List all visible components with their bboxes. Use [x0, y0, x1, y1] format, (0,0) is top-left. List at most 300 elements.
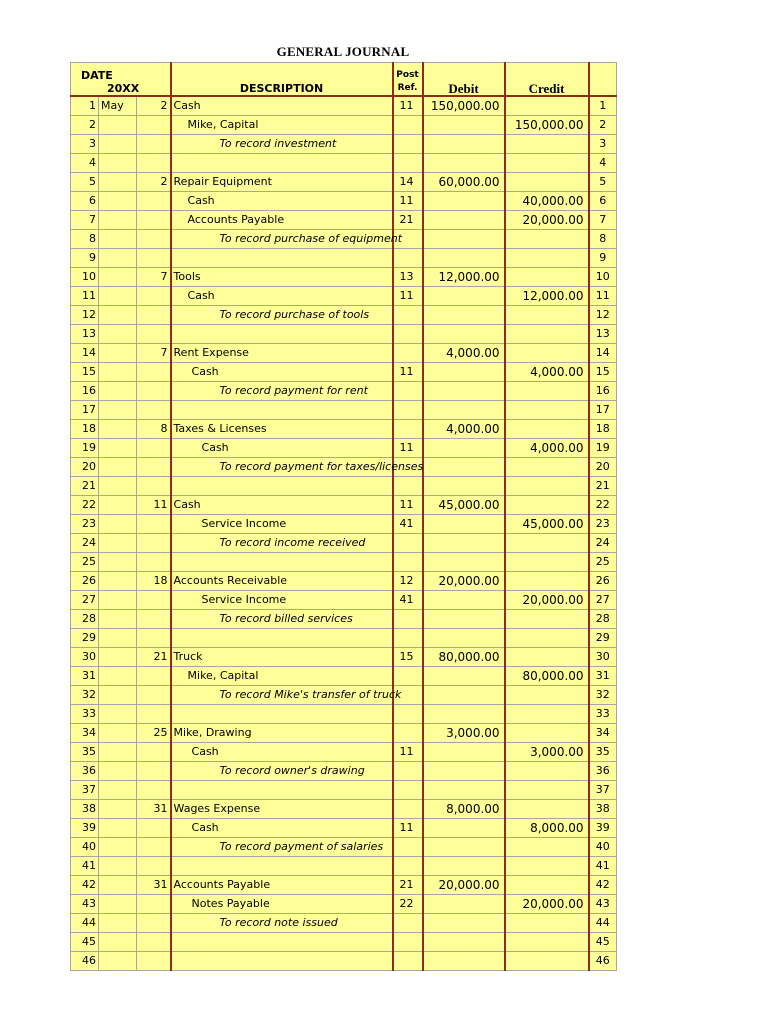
post-ref-cell[interactable]	[393, 724, 423, 743]
entry-explanation[interactable]: To record note issued	[171, 914, 393, 933]
account-title-cell[interactable]: Mike, Drawing	[171, 724, 393, 743]
debit-cell[interactable]	[423, 116, 505, 135]
account-title-cell[interactable]: Taxes & Licenses	[171, 420, 393, 439]
day-cell[interactable]	[137, 781, 171, 800]
credit-cell[interactable]: 12,000.00	[505, 287, 589, 306]
row-number: 9	[71, 249, 99, 268]
account-title-cell[interactable]: Cash	[171, 287, 393, 306]
debit-cell[interactable]	[423, 781, 505, 800]
post-ref-cell[interactable]: 11	[393, 287, 423, 306]
debit-cell[interactable]	[423, 211, 505, 230]
credit-cell[interactable]: 20,000.00	[505, 211, 589, 230]
account-title-cell[interactable]	[171, 401, 393, 420]
post-ref-cell[interactable]: 11	[393, 743, 423, 762]
day-cell[interactable]	[137, 686, 171, 705]
row-number: 27	[71, 591, 99, 610]
month-cell[interactable]	[99, 648, 137, 667]
month-cell[interactable]	[99, 629, 137, 648]
debit-cell[interactable]	[423, 629, 505, 648]
debit-cell[interactable]	[423, 914, 505, 933]
post-ref-cell[interactable]	[393, 154, 423, 173]
account-title-cell[interactable]: Rent Expense	[171, 344, 393, 363]
day-cell[interactable]	[137, 515, 171, 534]
day-cell[interactable]	[137, 458, 171, 477]
post-ref-cell[interactable]: 15	[393, 648, 423, 667]
month-cell[interactable]	[99, 952, 137, 971]
day-cell[interactable]	[137, 743, 171, 762]
debit-cell[interactable]	[423, 762, 505, 781]
debit-cell[interactable]	[423, 610, 505, 629]
debit-cell[interactable]	[423, 135, 505, 154]
credit-cell[interactable]: 8,000.00	[505, 819, 589, 838]
post-ref-cell[interactable]: 11	[393, 363, 423, 382]
day-cell[interactable]	[137, 192, 171, 211]
post-ref-cell[interactable]	[393, 667, 423, 686]
month-cell[interactable]	[99, 477, 137, 496]
account-title-cell[interactable]: Service Income	[171, 591, 393, 610]
entry-explanation[interactable]: To record payment of salaries	[171, 838, 393, 857]
credit-cell[interactable]	[505, 401, 589, 420]
row-number: 6	[71, 192, 99, 211]
day-cell[interactable]: 2	[137, 96, 171, 116]
month-cell[interactable]	[99, 458, 137, 477]
day-cell[interactable]	[137, 667, 171, 686]
month-cell[interactable]	[99, 553, 137, 572]
post-ref-cell[interactable]	[393, 116, 423, 135]
post-ref-cell[interactable]	[393, 838, 423, 857]
credit-cell[interactable]: 80,000.00	[505, 667, 589, 686]
month-cell[interactable]	[99, 249, 137, 268]
credit-cell[interactable]	[505, 344, 589, 363]
credit-cell[interactable]: 4,000.00	[505, 363, 589, 382]
month-cell[interactable]	[99, 363, 137, 382]
month-cell[interactable]	[99, 686, 137, 705]
credit-cell[interactable]	[505, 249, 589, 268]
month-cell[interactable]	[99, 420, 137, 439]
post-ref-cell[interactable]	[393, 306, 423, 325]
day-cell[interactable]	[137, 705, 171, 724]
credit-cell[interactable]	[505, 268, 589, 287]
day-cell[interactable]	[137, 895, 171, 914]
month-cell[interactable]	[99, 192, 137, 211]
account-title-cell[interactable]	[171, 154, 393, 173]
account-title-cell[interactable]: Mike, Capital	[171, 667, 393, 686]
month-cell[interactable]	[99, 800, 137, 819]
day-cell[interactable]	[137, 154, 171, 173]
debit-cell[interactable]	[423, 458, 505, 477]
post-ref-cell[interactable]: 21	[393, 876, 423, 895]
day-cell[interactable]	[137, 287, 171, 306]
month-cell[interactable]	[99, 667, 137, 686]
month-cell[interactable]	[99, 135, 137, 154]
post-ref-cell[interactable]: 21	[393, 211, 423, 230]
month-cell[interactable]	[99, 705, 137, 724]
account-title-cell[interactable]	[171, 325, 393, 344]
post-ref-cell[interactable]	[393, 781, 423, 800]
credit-cell[interactable]	[505, 572, 589, 591]
day-cell[interactable]	[137, 306, 171, 325]
month-cell[interactable]	[99, 610, 137, 629]
journal-row	[71, 553, 617, 572]
journal-row	[71, 96, 617, 116]
day-cell[interactable]	[137, 762, 171, 781]
credit-cell[interactable]	[505, 230, 589, 249]
day-cell[interactable]	[137, 230, 171, 249]
day-cell[interactable]	[137, 952, 171, 971]
post-ref-cell[interactable]: 13	[393, 268, 423, 287]
month-cell[interactable]	[99, 914, 137, 933]
entry-explanation[interactable]: To record purchase of tools	[171, 306, 393, 325]
credit-cell[interactable]	[505, 629, 589, 648]
debit-cell[interactable]	[423, 382, 505, 401]
account-title-cell[interactable]: Cash	[171, 743, 393, 762]
debit-cell[interactable]: 4,000.00	[423, 420, 505, 439]
month-cell[interactable]	[99, 439, 137, 458]
credit-cell[interactable]	[505, 496, 589, 515]
day-cell[interactable]	[137, 401, 171, 420]
credit-cell[interactable]	[505, 648, 589, 667]
month-cell[interactable]	[99, 781, 137, 800]
day-cell[interactable]: 18	[137, 572, 171, 591]
debit-cell[interactable]	[423, 952, 505, 971]
debit-cell[interactable]: 20,000.00	[423, 876, 505, 895]
day-cell[interactable]: 8	[137, 420, 171, 439]
month-cell[interactable]	[99, 876, 137, 895]
debit-cell[interactable]	[423, 249, 505, 268]
credit-cell[interactable]	[505, 705, 589, 724]
post-ref-cell[interactable]	[393, 914, 423, 933]
account-title-cell[interactable]: Tools	[171, 268, 393, 287]
account-title-cell[interactable]	[171, 477, 393, 496]
day-cell[interactable]	[137, 135, 171, 154]
entry-explanation[interactable]: To record billed services	[171, 610, 393, 629]
month-cell[interactable]	[99, 895, 137, 914]
post-ref-cell[interactable]	[393, 344, 423, 363]
row-number-right: 29	[589, 629, 617, 648]
month-cell[interactable]	[99, 572, 137, 591]
debit-cell[interactable]	[423, 857, 505, 876]
row-number: 40	[71, 838, 99, 857]
day-cell[interactable]: 7	[137, 344, 171, 363]
row-number-right: 2	[589, 116, 617, 135]
row-number: 3	[71, 135, 99, 154]
account-title-cell[interactable]: Wages Expense	[171, 800, 393, 819]
account-title-cell[interactable]: Cash	[171, 96, 393, 116]
row-number-right: 3	[589, 135, 617, 154]
debit-cell[interactable]	[423, 667, 505, 686]
day-cell[interactable]: 31	[137, 800, 171, 819]
post-ref-cell[interactable]	[393, 534, 423, 553]
credit-cell[interactable]	[505, 800, 589, 819]
day-cell[interactable]	[137, 629, 171, 648]
account-title-cell[interactable]: Truck	[171, 648, 393, 667]
post-ref-cell[interactable]	[393, 629, 423, 648]
credit-cell[interactable]	[505, 686, 589, 705]
debit-cell[interactable]	[423, 439, 505, 458]
debit-cell[interactable]: 12,000.00	[423, 268, 505, 287]
post-ref-cell[interactable]	[393, 610, 423, 629]
account-title-cell[interactable]: Cash	[171, 819, 393, 838]
debit-cell[interactable]: 80,000.00	[423, 648, 505, 667]
day-cell[interactable]: 25	[137, 724, 171, 743]
post-ref-cell[interactable]: 14	[393, 173, 423, 192]
post-ref-cell[interactable]: 41	[393, 515, 423, 534]
credit-cell[interactable]: 150,000.00	[505, 116, 589, 135]
month-cell[interactable]	[99, 287, 137, 306]
journal-row	[71, 876, 617, 895]
day-cell[interactable]	[137, 249, 171, 268]
account-title-cell[interactable]: Cash	[171, 439, 393, 458]
month-cell[interactable]	[99, 230, 137, 249]
day-cell[interactable]	[137, 439, 171, 458]
post-ref-cell[interactable]	[393, 800, 423, 819]
journal-row	[71, 154, 617, 173]
journal-row	[71, 306, 617, 325]
entry-explanation[interactable]: To record payment for rent	[171, 382, 393, 401]
month-cell[interactable]	[99, 496, 137, 515]
day-cell[interactable]: 11	[137, 496, 171, 515]
account-title-cell[interactable]: Cash	[171, 496, 393, 515]
account-title-cell[interactable]	[171, 629, 393, 648]
account-title-cell[interactable]: Service Income	[171, 515, 393, 534]
month-cell[interactable]	[99, 724, 137, 743]
credit-cell[interactable]	[505, 420, 589, 439]
account-title-cell[interactable]: Notes Payable	[171, 895, 393, 914]
credit-cell[interactable]: 4,000.00	[505, 439, 589, 458]
credit-cell[interactable]	[505, 96, 589, 116]
credit-cell[interactable]: 20,000.00	[505, 591, 589, 610]
day-cell[interactable]	[137, 534, 171, 553]
month-cell[interactable]	[99, 268, 137, 287]
account-title-cell[interactable]	[171, 553, 393, 572]
row-number-right: 7	[589, 211, 617, 230]
day-cell[interactable]	[137, 553, 171, 572]
debit-cell[interactable]	[423, 819, 505, 838]
credit-cell[interactable]: 40,000.00	[505, 192, 589, 211]
entry-explanation[interactable]: To record purchase of equipment	[171, 230, 393, 249]
row-number-right: 19	[589, 439, 617, 458]
debit-cell[interactable]	[423, 230, 505, 249]
debit-cell[interactable]: 60,000.00	[423, 173, 505, 192]
debit-cell[interactable]	[423, 705, 505, 724]
post-ref-cell[interactable]: 22	[393, 895, 423, 914]
row-number: 31	[71, 667, 99, 686]
post-ref-cell[interactable]	[393, 553, 423, 572]
journal-row	[71, 135, 617, 154]
credit-cell[interactable]	[505, 382, 589, 401]
month-cell[interactable]	[99, 344, 137, 363]
credit-cell[interactable]: 20,000.00	[505, 895, 589, 914]
credit-cell[interactable]	[505, 477, 589, 496]
post-ref-cell[interactable]	[393, 382, 423, 401]
credit-cell[interactable]	[505, 914, 589, 933]
debit-cell[interactable]: 4,000.00	[423, 344, 505, 363]
credit-cell[interactable]	[505, 857, 589, 876]
post-ref-cell[interactable]: 11	[393, 192, 423, 211]
post-ref-cell[interactable]	[393, 952, 423, 971]
account-title-cell[interactable]: Cash	[171, 363, 393, 382]
month-cell[interactable]	[99, 401, 137, 420]
post-ref-cell[interactable]: 12	[393, 572, 423, 591]
post-ref-cell[interactable]	[393, 762, 423, 781]
credit-cell[interactable]	[505, 933, 589, 952]
day-cell[interactable]: 21	[137, 648, 171, 667]
debit-cell[interactable]	[423, 192, 505, 211]
day-cell[interactable]: 2	[137, 173, 171, 192]
post-ref-cell[interactable]: 11	[393, 496, 423, 515]
credit-cell[interactable]	[505, 154, 589, 173]
account-title-cell[interactable]	[171, 781, 393, 800]
month-cell[interactable]	[99, 211, 137, 230]
day-cell[interactable]	[137, 211, 171, 230]
post-ref-cell[interactable]	[393, 401, 423, 420]
account-title-cell[interactable]: Accounts Payable	[171, 211, 393, 230]
debit-cell[interactable]	[423, 743, 505, 762]
entry-explanation[interactable]: To record owner's drawing	[171, 762, 393, 781]
debit-cell[interactable]	[423, 154, 505, 173]
debit-cell[interactable]	[423, 325, 505, 344]
post-ref-cell[interactable]	[393, 705, 423, 724]
credit-cell[interactable]	[505, 553, 589, 572]
row-number: 39	[71, 819, 99, 838]
debit-cell[interactable]	[423, 534, 505, 553]
credit-cell[interactable]: 45,000.00	[505, 515, 589, 534]
post-ref-cell[interactable]: 41	[393, 591, 423, 610]
post-ref-cell[interactable]	[393, 477, 423, 496]
credit-cell[interactable]	[505, 876, 589, 895]
account-title-cell[interactable]	[171, 952, 393, 971]
credit-cell[interactable]	[505, 952, 589, 971]
month-cell[interactable]	[99, 819, 137, 838]
credit-cell[interactable]	[505, 173, 589, 192]
day-cell[interactable]	[137, 591, 171, 610]
account-title-cell[interactable]	[171, 933, 393, 952]
day-cell[interactable]	[137, 610, 171, 629]
account-title-cell[interactable]: Accounts Receivable	[171, 572, 393, 591]
day-cell[interactable]	[137, 933, 171, 952]
debit-cell[interactable]	[423, 553, 505, 572]
credit-cell[interactable]	[505, 135, 589, 154]
post-ref-cell[interactable]	[393, 933, 423, 952]
post-ref-cell[interactable]	[393, 135, 423, 154]
date-header	[71, 63, 171, 97]
credit-cell[interactable]	[505, 838, 589, 857]
row-number-right: 35	[589, 743, 617, 762]
month-cell[interactable]	[99, 515, 137, 534]
day-cell[interactable]: 31	[137, 876, 171, 895]
day-cell[interactable]	[137, 116, 171, 135]
month-cell[interactable]	[99, 591, 137, 610]
row-number: 10	[71, 268, 99, 287]
debit-cell[interactable]: 20,000.00	[423, 572, 505, 591]
post-ref-cell[interactable]: 11	[393, 439, 423, 458]
entry-explanation[interactable]: To record income received	[171, 534, 393, 553]
debit-cell[interactable]	[423, 306, 505, 325]
month-cell[interactable]	[99, 116, 137, 135]
month-cell[interactable]	[99, 838, 137, 857]
debit-cell[interactable]: 45,000.00	[423, 496, 505, 515]
day-cell[interactable]	[137, 477, 171, 496]
post-ref-cell[interactable]	[393, 857, 423, 876]
year-header-label: 20XX	[107, 82, 140, 95]
account-title-cell[interactable]	[171, 857, 393, 876]
day-cell[interactable]	[137, 857, 171, 876]
row-number-right: 22	[589, 496, 617, 515]
day-cell[interactable]	[137, 325, 171, 344]
month-cell[interactable]	[99, 306, 137, 325]
day-cell[interactable]	[137, 838, 171, 857]
entry-explanation[interactable]: To record payment for taxes/licenses	[171, 458, 393, 477]
month-cell[interactable]: May	[99, 96, 137, 116]
credit-cell[interactable]	[505, 762, 589, 781]
account-title-cell[interactable]	[171, 705, 393, 724]
post-ref-cell[interactable]	[393, 325, 423, 344]
debit-cell[interactable]	[423, 287, 505, 306]
credit-cell[interactable]	[505, 781, 589, 800]
month-cell[interactable]	[99, 382, 137, 401]
credit-cell[interactable]	[505, 534, 589, 553]
journal-row	[71, 116, 617, 135]
day-cell[interactable]	[137, 382, 171, 401]
credit-cell[interactable]	[505, 724, 589, 743]
account-title-cell[interactable]: Cash	[171, 192, 393, 211]
debit-cell[interactable]: 150,000.00	[423, 96, 505, 116]
debit-cell[interactable]: 3,000.00	[423, 724, 505, 743]
entry-explanation[interactable]: To record Mike's transfer of truck	[171, 686, 393, 705]
debit-cell[interactable]	[423, 686, 505, 705]
debit-cell[interactable]	[423, 838, 505, 857]
journal-row	[71, 952, 617, 971]
account-title-cell[interactable]: Accounts Payable	[171, 876, 393, 895]
day-cell[interactable]: 7	[137, 268, 171, 287]
month-cell[interactable]	[99, 325, 137, 344]
post-ref-cell[interactable]: 11	[393, 96, 423, 116]
credit-cell[interactable]	[505, 306, 589, 325]
month-cell[interactable]	[99, 173, 137, 192]
header-row	[71, 63, 617, 97]
credit-cell[interactable]	[505, 458, 589, 477]
month-cell[interactable]	[99, 762, 137, 781]
debit-cell[interactable]	[423, 515, 505, 534]
month-cell[interactable]	[99, 154, 137, 173]
month-cell[interactable]	[99, 534, 137, 553]
entry-explanation[interactable]: To record investment	[171, 135, 393, 154]
debit-cell[interactable]	[423, 895, 505, 914]
month-cell[interactable]	[99, 743, 137, 762]
account-title-cell[interactable]: Repair Equipment	[171, 173, 393, 192]
debit-cell[interactable]	[423, 401, 505, 420]
day-cell[interactable]	[137, 914, 171, 933]
account-title-cell[interactable]	[171, 249, 393, 268]
debit-cell[interactable]	[423, 933, 505, 952]
debit-cell[interactable]	[423, 591, 505, 610]
post-ref-cell[interactable]	[393, 420, 423, 439]
month-cell[interactable]	[99, 933, 137, 952]
right-line-header	[589, 63, 617, 97]
post-ref-cell[interactable]: 11	[393, 819, 423, 838]
debit-cell[interactable]	[423, 363, 505, 382]
day-cell[interactable]	[137, 363, 171, 382]
credit-cell[interactable]: 3,000.00	[505, 743, 589, 762]
debit-cell[interactable]	[423, 477, 505, 496]
post-ref-cell[interactable]	[393, 249, 423, 268]
account-title-cell[interactable]: Mike, Capital	[171, 116, 393, 135]
month-cell[interactable]	[99, 857, 137, 876]
credit-cell[interactable]	[505, 325, 589, 344]
credit-cell[interactable]	[505, 610, 589, 629]
debit-cell[interactable]: 8,000.00	[423, 800, 505, 819]
day-cell[interactable]	[137, 819, 171, 838]
